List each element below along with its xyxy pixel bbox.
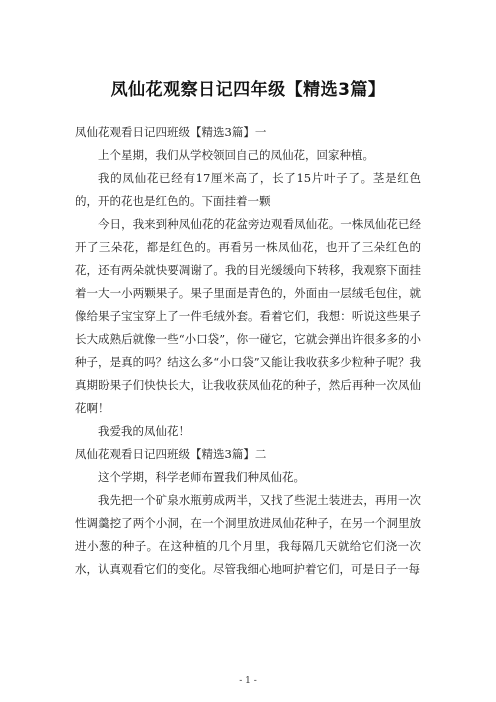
paragraph: 这个学期，科学老师布置我们种凤仙花。 (98, 470, 305, 484)
paragraph: 我爱我的凤仙花！ (98, 424, 190, 438)
section-heading-1: 凤仙花观看日记四班级【精选3篇】一 (75, 125, 267, 139)
paragraph: 今日，我来到种凤仙花的花盆旁边观看凤仙花。一株凤仙花已经开了三朵花，都是红色的。再看另一株凤仙花，也开了三朵红色的花，还有两朵就快要凋谢了。我的目光缓缓向下转移，我观察下面挂着一大一小两颗果子。果子里面是青色的，外面由一层绒毛包住，就像给果子宝宝穿上了一件毛绒外套。看着它们，我想：听说这些果子长大成熟后就像一些“小口袋”，你一碰它，它就会弹出许很多多的小种子，是真的吗？结这么多“小口袋”又能让我收获多少粒种子呢？我真期盼果子们快快长大，让我收获凤仙花的种子，然后再种一次凤仙花啊！ (75, 217, 421, 415)
paragraph: 上个星期，我们从学校领回自己的凤仙花，回家种植。 (98, 148, 374, 162)
page-number: - 1 - (239, 676, 257, 686)
section-heading-2: 凤仙花观看日记四班级【精选3篇】二 (75, 447, 267, 461)
document-title: 凤仙花观察日记四年级【精选3篇】 (110, 80, 386, 100)
document-body (75, 121, 421, 581)
paragraph: 我先把一个矿泉水瓶剪成两半，又找了些泥土装进去，再用一次性调羹挖了两个小洞，在一个洞里放进凤仙花种子，在另一个洞里放进小葱的种子。在这种植的几个月里，我每隔几天就给它们浇一次水，认真观看它们的变化。尽管我细心地呵护着它们，可是日子一每 (75, 493, 421, 576)
paragraph: 我的凤仙花已经有17厘米高了，长了15片叶子了。茎是红色的，开的花也是红色的。下面挂着一颗 (75, 171, 421, 208)
